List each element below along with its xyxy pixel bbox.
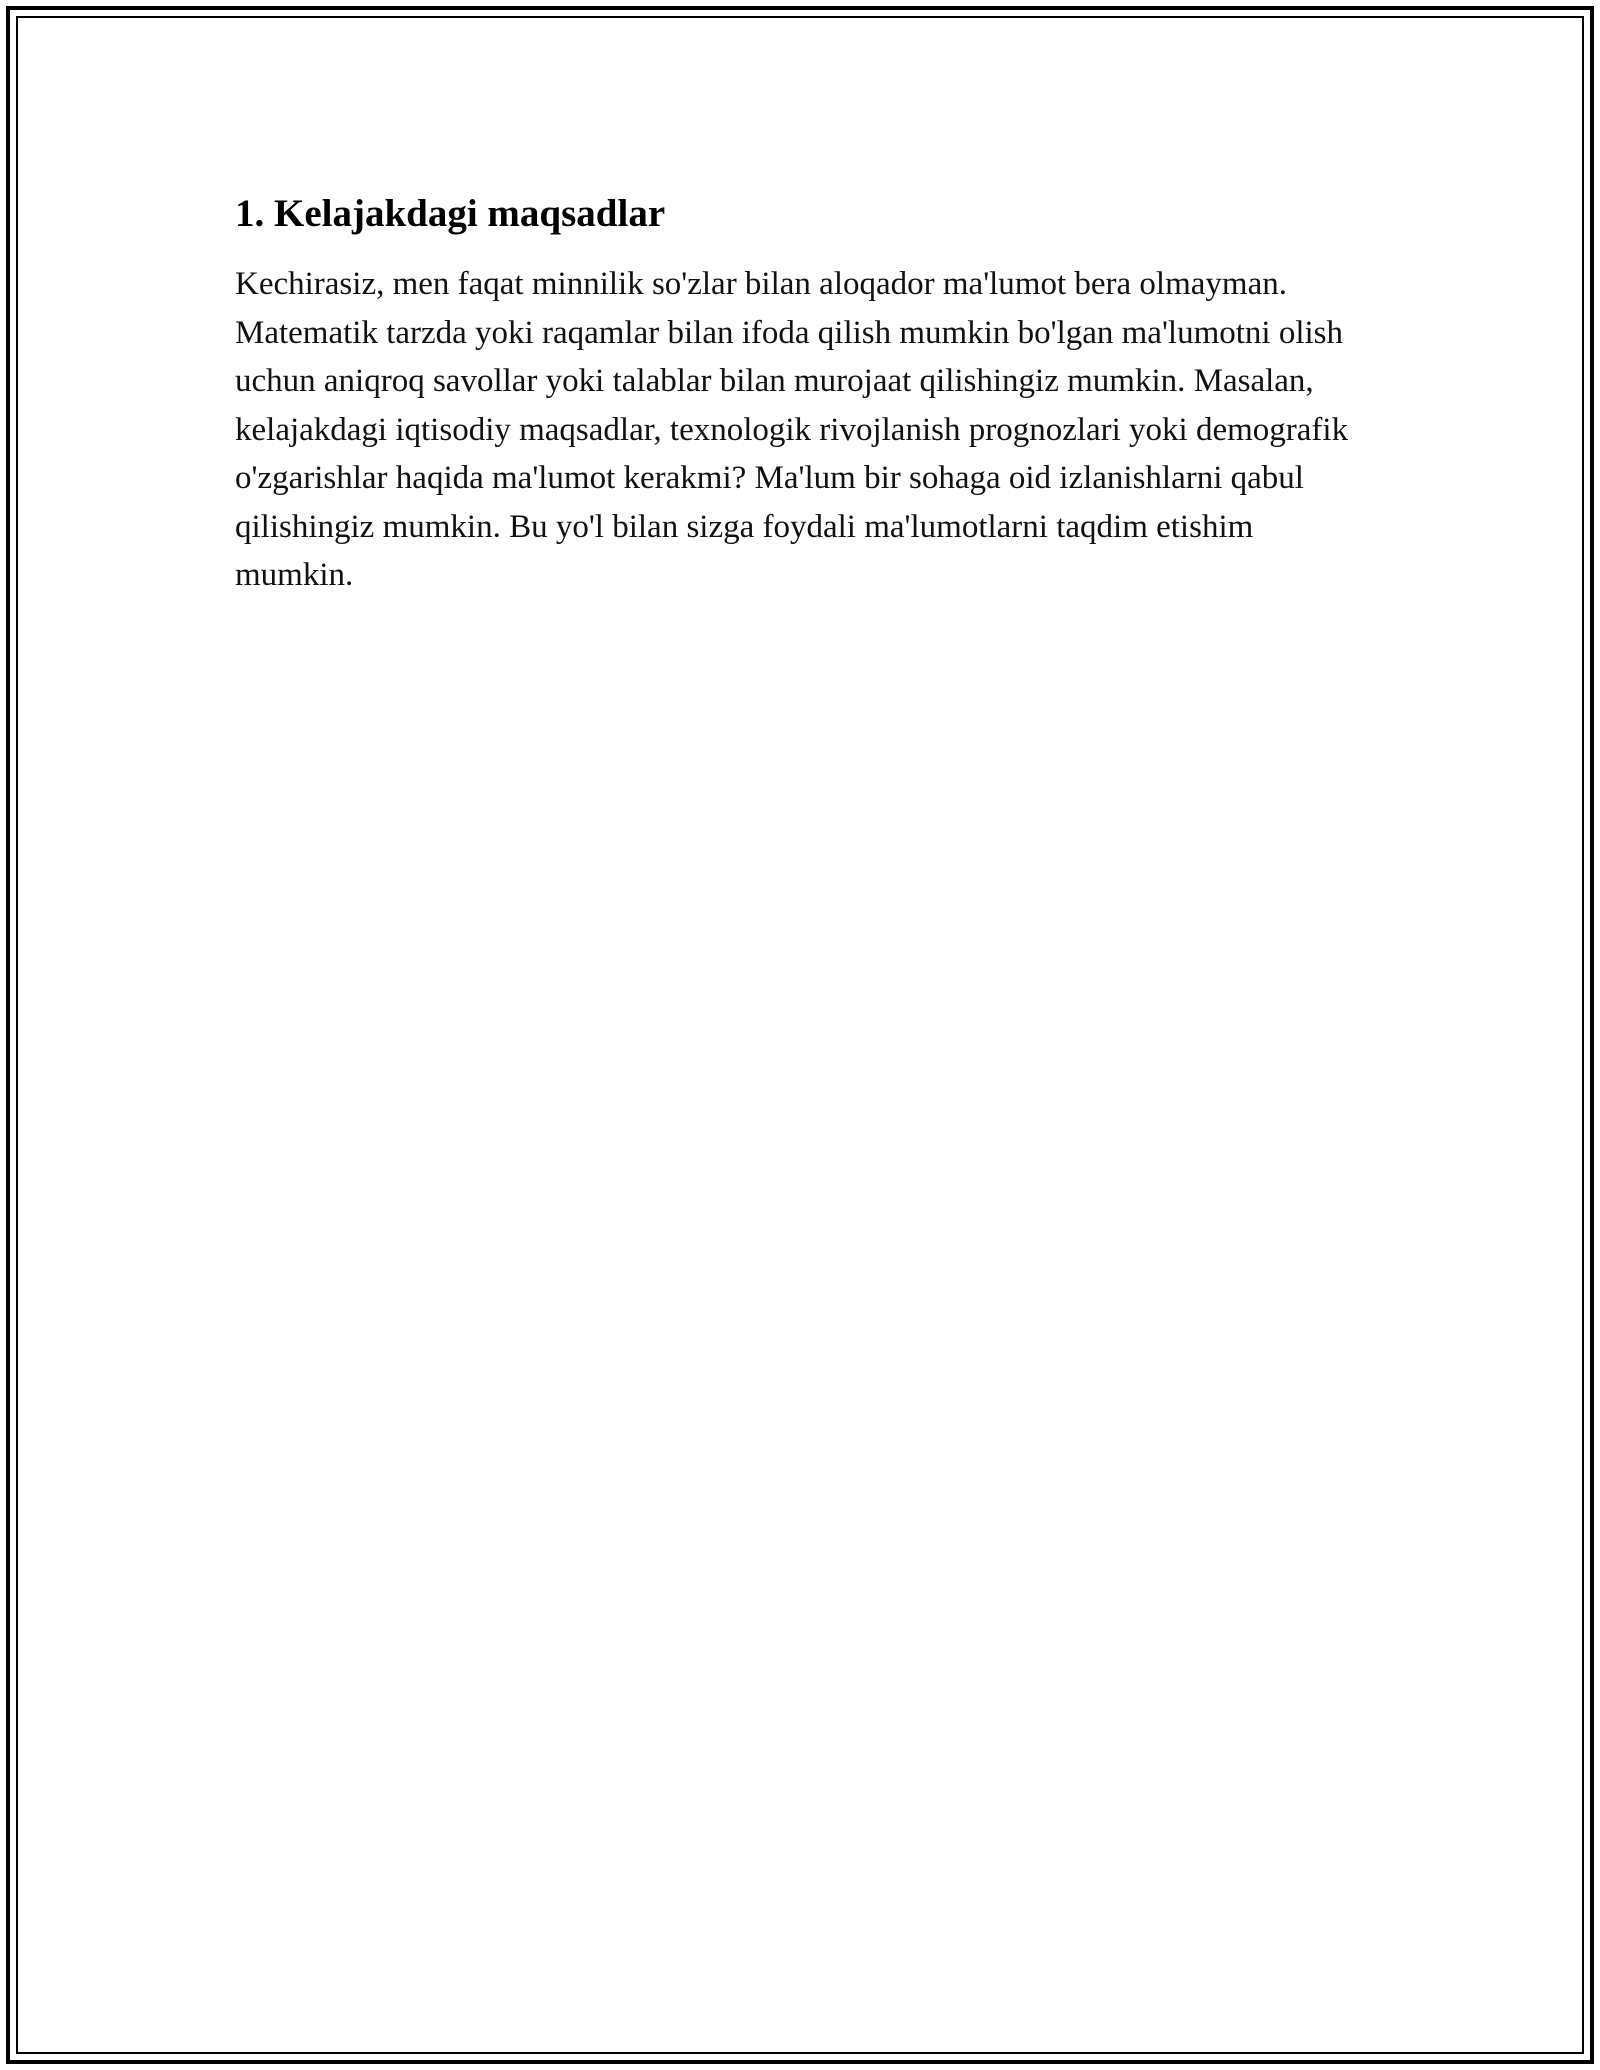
section-heading: 1. Kelajakdagi maqsadlar	[235, 192, 666, 235]
document-content	[235, 188, 1365, 600]
body-paragraph: Kechirasiz, men faqat minnilik so'zlar bilan aloqador ma'lumot bera olmayman. Matematik tarzda yoki raqamlar bilan ifoda qilish mumkin bo'lgan ma'lumotni olish uchun aniqroq savollar yoki talablar bilan murojaat qilishingiz mumkin. Masalan, kelajakdagi iqtisodiy maqsadlar, texnologik rivojlanish prognozlari yoki demografik o'zgarishlar haqida ma'lumot kerakmi? Ma'lum bir sohaga oid izlanishlarni qabul qilishingiz mumkin. Bu yo'l bilan sizga foydali ma'lumotlarni taqdim etishim mumkin.	[235, 266, 1349, 593]
